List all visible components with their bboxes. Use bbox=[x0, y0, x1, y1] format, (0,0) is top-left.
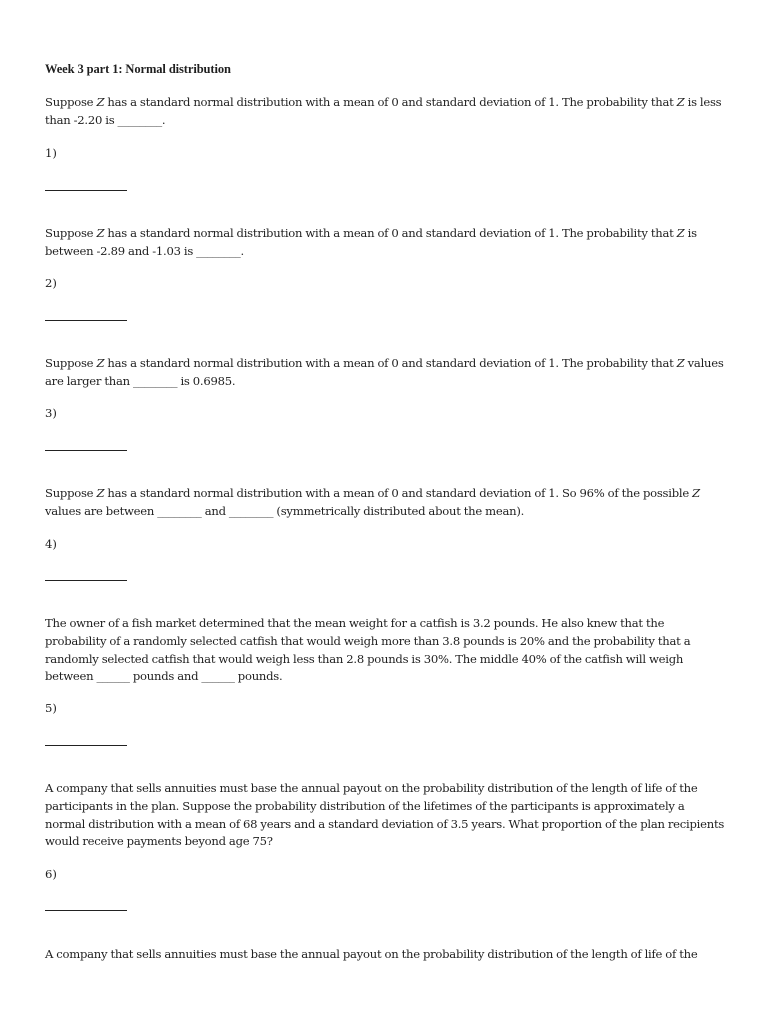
variable-z: Z bbox=[96, 95, 105, 109]
question-4-text: Suppose Z has a standard normal distribution with a mean of 0 and standard deviation of 1. So 96% of the possible Z values are between ________ and ________ (symmetrically distributed about the mean). bbox=[45, 486, 700, 518]
answer-line-5[interactable] bbox=[45, 745, 127, 746]
variable-z: Z bbox=[676, 356, 685, 370]
question-6-text: A company that sells annuities must base the annual payout on the probability distribution of the length of life of the participants in the plan. Suppose the probability distribution of the lifetimes of the participants is approximately a normal distribution with a mean of 68 years and a standard deviation of 3.5 years. What proportion of the plan recipients would receive payments beyond age 75? bbox=[45, 781, 725, 849]
document-title: Week 3 part 1: Normal distribution bbox=[45, 62, 231, 76]
question-1-text: Suppose Z has a standard normal distribution with a mean of 0 and standard deviation of 1. The probability that Z is less than -2.20 is ________. bbox=[45, 95, 722, 127]
variable-z: Z bbox=[692, 486, 700, 500]
question-3-number: 3) bbox=[45, 406, 57, 420]
answer-line-6[interactable] bbox=[45, 910, 127, 911]
answer-line-3[interactable] bbox=[45, 450, 127, 451]
variable-z: Z bbox=[676, 95, 685, 109]
answer-line-1[interactable] bbox=[45, 190, 127, 191]
variable-z: Z bbox=[96, 226, 105, 240]
question-4-number: 4) bbox=[45, 537, 57, 551]
question-3-text: Suppose Z has a standard normal distribution with a mean of 0 and standard deviation of 1. The probability that Z values are larger than ________ is 0.6985. bbox=[45, 356, 724, 388]
question-2-text: Suppose Z has a standard normal distribution with a mean of 0 and standard deviation of 1. The probability that Z is between -2.89 and -1.03 is ________. bbox=[45, 226, 697, 258]
answer-line-2[interactable] bbox=[45, 320, 127, 321]
variable-z: Z bbox=[96, 486, 105, 500]
question-6-number: 6) bbox=[45, 867, 57, 881]
question-5-text: The owner of a fish market determined that the mean weight for a catfish is 3.2 pounds. He also knew that the probability of a randomly selected catfish that would weigh more than 3.8 pounds is 20% and the probability that a randomly selected catfish that would weigh less than 2.8 pounds is 30%. The middle 40% of the catfish will weigh between ______ pounds and ______ pounds. bbox=[45, 616, 691, 684]
answer-line-4[interactable] bbox=[45, 580, 127, 581]
question-7-text: A company that sells annuities must base the annual payout on the probability distribution of the length of life of the bbox=[45, 947, 698, 961]
variable-z: Z bbox=[676, 226, 685, 240]
question-1-number: 1) bbox=[45, 146, 57, 160]
variable-z: Z bbox=[96, 356, 105, 370]
question-5-number: 5) bbox=[45, 701, 57, 715]
question-2-number: 2) bbox=[45, 276, 57, 290]
